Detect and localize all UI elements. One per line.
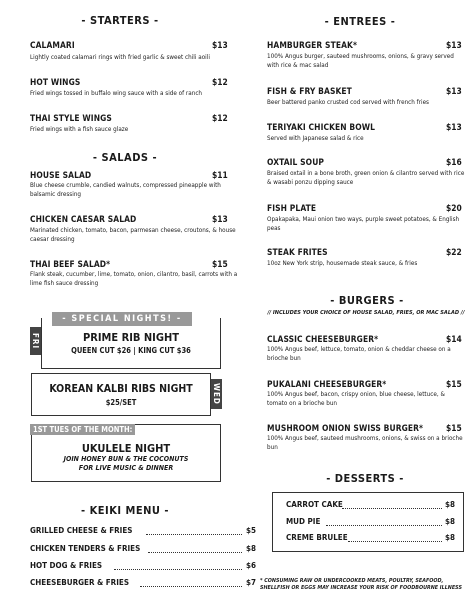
desserts-title: - DESSERTS - (326, 472, 404, 485)
fri-tab: FRI (30, 327, 41, 355)
burger-1-name: PUKALANI CHEESEBURGER* (267, 379, 387, 389)
dessert-1-price: $8 (445, 517, 456, 526)
entree-1-desc: Beer battered panko crusted cod served with french fries (267, 99, 430, 106)
entree-5-price: $22 (446, 247, 462, 257)
starter-hotwings-price: $12 (212, 77, 228, 87)
prime-rib-sub: QUEEN CUT $26 | KING CUT $36 (71, 346, 191, 355)
salad-thaibeef-name: THAI BEEF SALAD* (30, 259, 111, 269)
burgers-note: // INCLUDES YOUR CHOICE OF HOUSE SALAD, FRIES, OR MAC SALAD // (267, 310, 465, 316)
dessert-0-price: $8 (445, 500, 456, 509)
tues-label: 1ST TUES OF THE MONTH: (30, 424, 135, 435)
kalbi-title: KOREAN KALBI RIBS NIGHT (49, 383, 193, 395)
entree-1-name: FISH & FRY BASKET (267, 86, 352, 96)
salad-house-price: $11 (212, 170, 228, 180)
entrees-title: - ENTREES - (324, 15, 396, 28)
burger-2-desc: 100% Angus beef, sauteed mushrooms, onions, & swiss on a brioche bun (267, 435, 463, 451)
wed-tab: WED (211, 379, 222, 409)
salads-title: - SALADS - (92, 151, 158, 164)
keiki-price-2: $6 (246, 561, 257, 570)
keiki-item-0: GRILLED CHEESE & FRIES (30, 526, 133, 535)
starter-hotwings-desc: Fried wings tossed in buffalo wing sauce with a side of ranch (30, 90, 203, 97)
salad-thaibeef-price: $15 (212, 259, 228, 269)
burger-0-price: $14 (446, 334, 462, 344)
entree-4-price: $20 (446, 203, 462, 213)
burger-1-price: $15 (446, 379, 462, 389)
starter-thaiwings-desc: Fried wings with a fish sauce glaze (30, 126, 129, 133)
burger-0-desc: 100% Angus beef, lettuce, tomato, onion & cheddar cheese on a brioche bun (267, 346, 451, 362)
ukulele-sub2: FOR LIVE MUSIC & DINNER (78, 464, 174, 472)
special-nights-banner: - SPECIAL NIGHTS! - (52, 312, 192, 326)
entree-0-name: HAMBURGER STEAK* (267, 40, 357, 50)
burger-1-desc: 100% Angus beef, bacon, crispy onion, blue cheese, lettuce, & tomato on a brioche bun (267, 391, 445, 407)
kalbi-sub: $25/SET (105, 398, 137, 407)
keiki-price-0: $5 (246, 526, 257, 535)
dessert-2-name: CREME BRULEE (286, 533, 348, 542)
starter-thaiwings-price: $12 (212, 113, 228, 123)
dessert-dots-1 (326, 525, 442, 526)
ukulele-title: UKULELE NIGHT (81, 442, 171, 455)
burger-0-name: CLASSIC CHEESEBURGER* (267, 334, 379, 344)
entree-0-desc: 100% Angus burger, sauteed mushrooms, onions, & gravy served with rice & mac salad (267, 53, 454, 69)
keiki-dots-2 (114, 569, 242, 570)
keiki-item-2: HOT DOG & FRIES (30, 561, 103, 570)
keiki-price-1: $8 (246, 544, 257, 553)
keiki-title: - KEIKI MENU - (81, 504, 169, 517)
entree-3-name: OXTAIL SOUP (267, 157, 325, 167)
dessert-1-name: MUD PIE (286, 517, 321, 526)
salad-caesar-name: CHICKEN CAESAR SALAD (30, 214, 137, 224)
keiki-dots-0 (146, 534, 242, 535)
keiki-item-1: CHICKEN TENDERS & FRIES (30, 544, 141, 553)
starter-hotwings-name: HOT WINGS (30, 77, 81, 87)
dessert-dots-0 (342, 508, 442, 509)
keiki-price-3: $7 (246, 578, 257, 587)
entree-2-price: $13 (446, 122, 462, 132)
starter-calamari-name: CALAMARI (30, 40, 75, 50)
entree-1-price: $13 (446, 86, 462, 96)
salad-thaibeef-desc: Flank steak, cucumber, lime, tomato, onion, cilantro, basil, carrots with a lime fish sauce dressing (30, 271, 238, 287)
salad-house-desc: Blue cheese crumble, candied walnuts, compressed pineapple with balsamic dressing (30, 182, 221, 198)
entree-0-price: $13 (446, 40, 462, 50)
starter-calamari-price: $13 (212, 40, 228, 50)
salad-caesar-price: $13 (212, 214, 228, 224)
ukulele-sub1: JOIN HONEY BUN & THE COCONUTS (63, 455, 189, 463)
burger-2-price: $15 (446, 423, 462, 433)
entree-2-name: TERIYAKI CHICKEN BOWL (267, 122, 376, 132)
starter-thaiwings-name: THAI STYLE WINGS (30, 113, 112, 123)
starter-calamari-desc: Lightly coated calamari rings with fried garlic & sweet chili aoili (30, 54, 210, 61)
salad-caesar-desc: Marinated chicken, tomato, bacon, parmesan cheese, croutons, & house caesar dressing (30, 227, 236, 243)
keiki-dots-3 (140, 586, 242, 587)
entree-4-name: FISH PLATE (267, 203, 317, 213)
dessert-dots-2 (348, 541, 442, 542)
burger-2-name: MUSHROOM ONION SWISS BURGER* (267, 423, 424, 433)
entree-5-name: STEAK FRITES (267, 247, 328, 257)
prime-rib-title: PRIME RIB NIGHT (82, 331, 179, 344)
keiki-dots-1 (148, 552, 242, 553)
keiki-item-3: CHEESEBURGER & FRIES (30, 578, 130, 587)
food-safety-disclaimer: * CONSUMING RAW OR UNDERCOOKED MEATS, POULTRY, SEAFOOD, SHELLFISH OR EGGS MAY INCREASE YOUR RISK OF FOODBOURNE ILLNESS (260, 578, 462, 591)
entree-4-desc: Opakapaka, Maui onion two ways, purple sweet potatoes, & English peas (267, 216, 460, 232)
entree-5-desc: 10oz New York strip, housemade steak sauce, & fries (267, 260, 418, 267)
dessert-0-name: CARROT CAKE (286, 500, 343, 509)
entree-3-desc: Braised oxtail in a bone broth, green onion & cilantro served with rice & wasabi ponzu dipping sauce (267, 170, 465, 186)
dessert-2-price: $8 (445, 533, 456, 542)
burgers-title: - BURGERS - (330, 294, 404, 307)
starters-title: - STARTERS - (81, 14, 159, 27)
entree-2-desc: Served with Japanese salad & rice (267, 135, 364, 142)
entree-3-price: $16 (446, 157, 462, 167)
salad-house-name: HOUSE SALAD (30, 170, 92, 180)
